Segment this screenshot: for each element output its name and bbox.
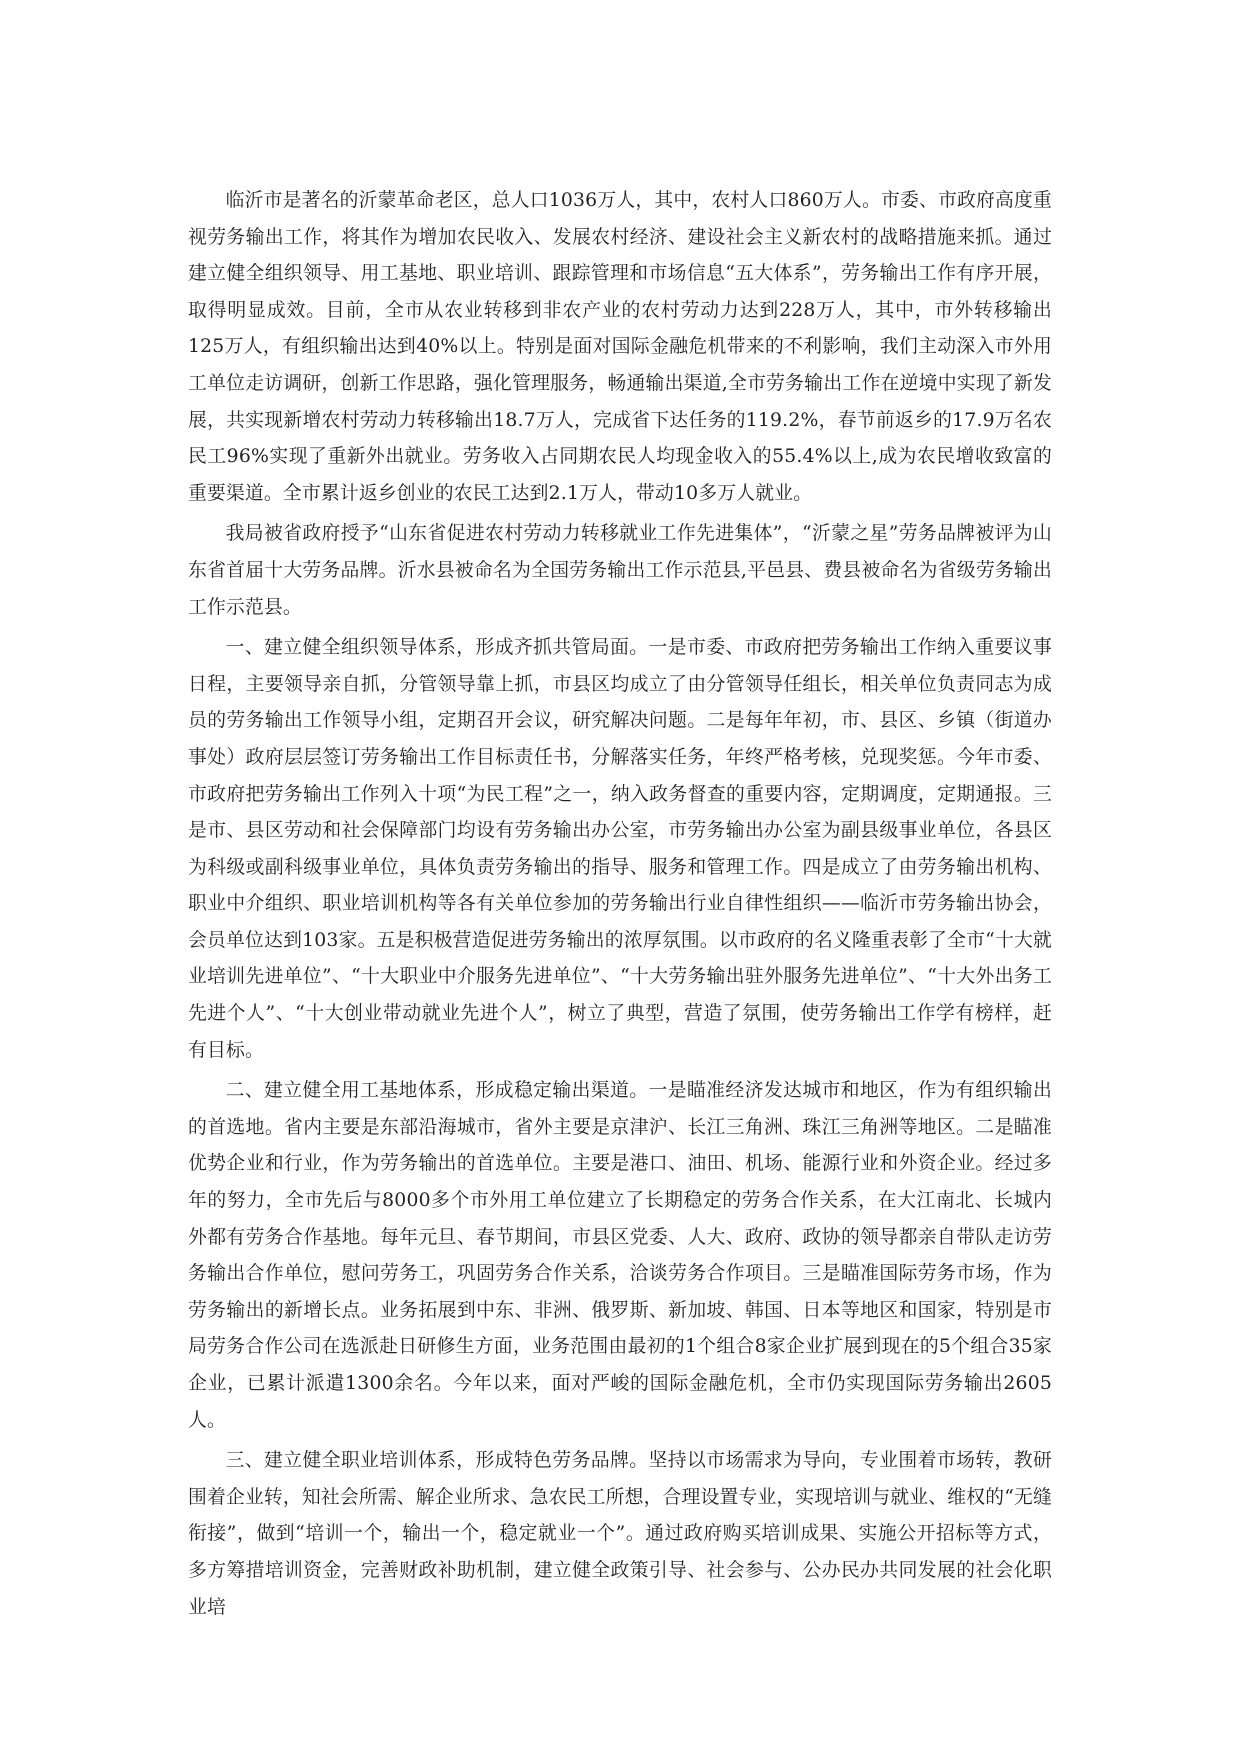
paragraph-section-2: 二、建立健全用工基地体系，形成稳定输出渠道。一是瞄准经济发达城市和地区，作为有组织输出的首选地。省内主要是东部沿海城市，省外主要是京津沪、长江三角洲、珠江三角洲等地区。二是瞄准优势企业和行业，作为劳务输出的首选单位。主要是港口、油田、机场、能源行业和外资企业。经过多年的努力，全市先后与8000多个市外用工单位建立了长期稳定的劳务合作关系，在大江南北、长城内外都有劳务合作基地。每年元旦、春节期间，市县区党委、人大、政府、政协的领导都亲自带队走访劳务输出合作单位，慰问劳务工，巩固劳务合作关系，洽谈劳务合作项目。三是瞄准国际劳务市场，作为劳务输出的新增长点。业务拓展到中东、非洲、俄罗斯、新加坡、韩国、日本等地区和国家，特别是市局劳务合作公司在选派赴日研修生方面，业务范围由最初的1个组合8家企业扩展到现在的5个组合35家企业，已累计派遣1300余名。今年以来，面对严峻的国际金融危机，全市仍实现国际劳务输出2605人。 bbox=[188, 1080, 1052, 1431]
paragraph-section-1: 一、建立健全组织领导体系，形成齐抓共管局面。一是市委、市政府把劳务输出工作纳入重要议事日程，主要领导亲自抓，分管领导靠上抓，市县区均成立了由分管领导任组长，相关单位负责同志为成员的劳务输出工作领导小组，定期召开会议，研究解决问题。二是每年年初，市、县区、乡镇（街道办事处）政府层层签订劳务输出工作目标责任书，分解落实任务，年终严格考核，兑现奖惩。今年市委、市政府把劳务输出工作列入十项“为民工程”之一，纳入政务督查的重要内容，定期调度，定期通报。三是市、县区劳动和社会保障部门均设有劳务输出办公室，市劳务输出办公室为副县级事业单位，各县区为科级或副科级事业单位，具体负责劳务输出的指导、服务和管理工作。四是成立了由劳务输出机构、职业中介组织、职业培训机构等各有关单位参加的劳务输出行业自律性组织——临沂市劳务输出协会，会员单位达到103家。五是积极营造促进劳务输出的浓厚氛围。以市政府的名义隆重表彰了全市“十大就业培训先进单位”、“十大职业中介服务先进单位”、“十大劳务输出驻外服务先进单位”、“十大外出务工先进个人”、“十大创业带动就业先进个人”，树立了典型，营造了氛围，使劳务输出工作学有榜样，赶有目标。 bbox=[188, 637, 1052, 1061]
paragraph-honors: 我局被省政府授予“山东省促进农村劳动力转移就业工作先进集体”，“沂蒙之星”劳务品牌被评为山东省首届十大劳务品牌。沂水县被命名为全国劳务输出工作示范县,平邑县、费县被命名为省级劳务输出工作示范县。 bbox=[188, 523, 1052, 618]
document-body bbox=[188, 183, 1052, 1630]
paragraph-intro: 临沂市是著名的沂蒙革命老区，总人口1036万人，其中，农村人口860万人。市委、市政府高度重视劳务输出工作，将其作为增加农民收入、发展农村经济、建设社会主义新农村的战略措施来抓。通过建立健全组织领导、用工基地、职业培训、跟踪管理和市场信息“五大体系”，劳务输出工作有序开展，取得明显成效。目前，全市从农业转移到非农产业的农村劳动力达到228万人，其中，市外转移输出125万人，有组织输出达到40%以上。特别是面对国际金融危机带来的不利影响，我们主动深入市外用工单位走访调研，创新工作思路，强化管理服务，畅通输出渠道,全市劳务输出工作在逆境中实现了新发展，共实现新增农村劳动力转移输出18.7万人，完成省下达任务的119.2%，春节前返乡的17.9万名农民工96%实现了重新外出就业。劳务收入占同期农民人均现金收入的55.4%以上,成为农民增收致富的重要渠道。全市累计返乡创业的农民工达到2.1万人，带动10多万人就业。 bbox=[188, 190, 1052, 504]
paragraph-section-3: 三、建立健全职业培训体系，形成特色劳务品牌。坚持以市场需求为导向，专业围着市场转，教研围着企业转，知社会所需、解企业所求、急农民工所想，合理设置专业，实现培训与就业、维权的“无缝衔接”，做到“培训一个，输出一个，稳定就业一个”。通过政府购买培训成果、实施公开招标等方式，多方筹措培训资金，完善财政补助机制，建立健全政策引导、社会参与、公办民办共同发展的社会化职业培 bbox=[188, 1450, 1052, 1618]
